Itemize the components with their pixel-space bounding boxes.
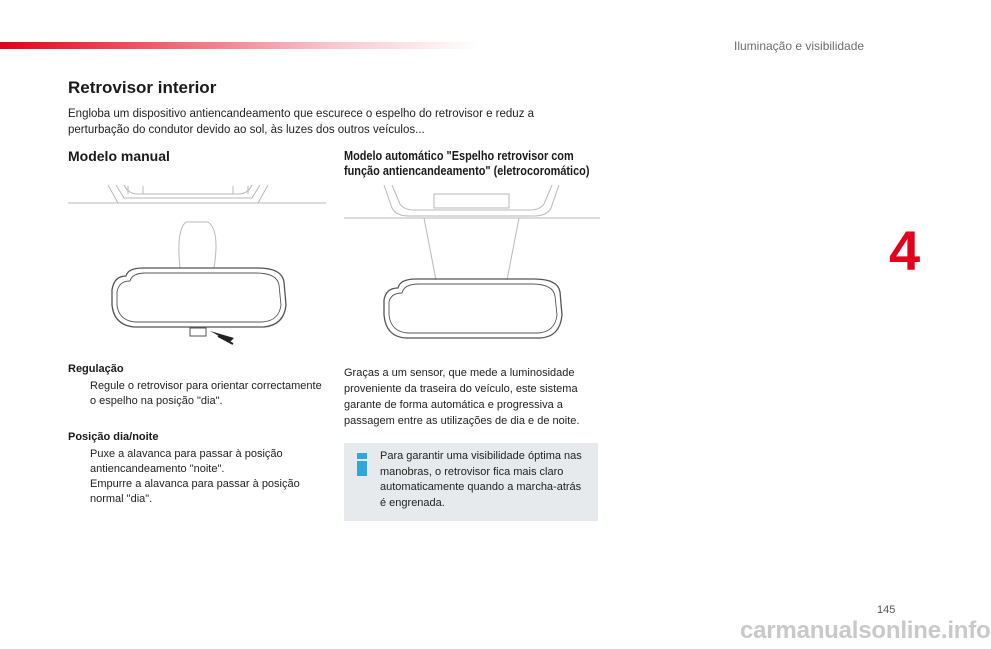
bullet-icon	[68, 447, 90, 477]
day-night-item-text: Puxe a alavanca para passar à posição antiencandeamento "noite".	[90, 448, 283, 475]
header-accent-bar	[0, 42, 480, 49]
day-night-item-text: Empurre a alavanca para passar à posição normal "dia".	[90, 478, 300, 505]
adjust-heading: Regulação	[68, 363, 124, 375]
chapter-number: 4	[889, 219, 921, 282]
watermark: carmanualsonline.info	[740, 617, 991, 644]
info-box	[344, 443, 598, 521]
day-night-section	[68, 430, 326, 507]
day-night-heading: Posição dia/noite	[68, 431, 159, 443]
section-header: Iluminação e visibilidade	[734, 39, 865, 53]
adjust-section	[68, 362, 326, 409]
page-number: 145	[877, 604, 896, 616]
list-item	[68, 379, 326, 409]
auto-mirror-illustration	[344, 180, 600, 342]
manual-mirror-illustration	[68, 180, 326, 350]
bullet-icon	[68, 477, 90, 507]
list-item	[68, 477, 326, 507]
manual-model-heading: Modelo manual	[68, 148, 170, 164]
list-item	[68, 447, 326, 477]
adjust-item-text: Regule o retrovisor para orientar correctamente o espelho na posição "dia".	[90, 380, 322, 407]
info-icon	[354, 452, 370, 476]
info-text: Para garantir uma visibilidade óptima nas manobras, o retrovisor fica mais claro automaticamente quando a marcha-atrás é engrenada.	[380, 450, 582, 509]
intro-paragraph: Engloba um dispositivo antiencandeamento que escurece o espelho do retrovisor e reduz a perturbação do condutor devido ao sol, às luzes dos outros veículos...	[68, 108, 535, 136]
auto-model-heading: Modelo automático "Espelho retrovisor com função antiencandeamento" (eletrocoromático)	[344, 148, 590, 178]
auto-description: Graças a um sensor, que mede a luminosidade proveniente da traseira do veículo, este sistema garante de forma automática e progressiva a passagem entre as utilizações de dia e de noite.	[344, 367, 580, 427]
bullet-icon	[68, 379, 90, 409]
page-title: Retrovisor interior	[68, 78, 217, 97]
